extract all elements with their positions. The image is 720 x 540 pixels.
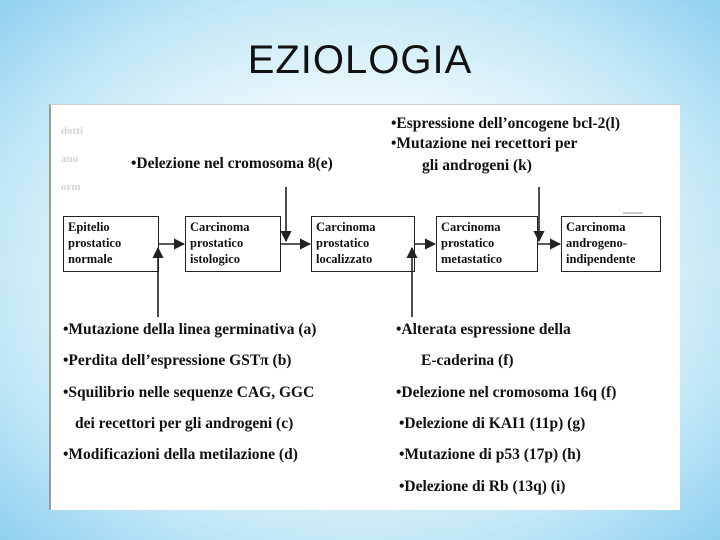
box-line: Carcinoma bbox=[441, 220, 501, 234]
annotation-top-right-3: gli androgeni (k) bbox=[422, 157, 532, 174]
annotation-bottom-left-3: •Squilibrio nelle sequenze CAG, GGC bbox=[63, 384, 315, 401]
box-line: prostatico bbox=[68, 236, 122, 250]
box-line: Carcinoma bbox=[566, 220, 626, 234]
box-line: prostatico bbox=[316, 236, 370, 250]
annotation-bottom-left-4: dei recettori per gli androgeni (c) bbox=[75, 415, 294, 432]
annotation-bottom-left-1: •Mutazione della linea germinativa (a) bbox=[63, 321, 317, 338]
box-line: Epitelio bbox=[68, 220, 110, 234]
box-line: metastatico bbox=[441, 252, 503, 266]
annotation-top-right-1: •Espressione dell’oncogene bcl-2(l) bbox=[391, 115, 621, 132]
annotation-bottom-right-6: •Delezione di Rb (13q) (i) bbox=[399, 478, 566, 495]
annotation-bottom-right-5: •Mutazione di p53 (17p) (h) bbox=[399, 446, 581, 463]
box-line: prostatico bbox=[441, 236, 495, 250]
box-line: indipendente bbox=[566, 252, 636, 266]
box-line: Carcinoma bbox=[316, 220, 376, 234]
annotation-bottom-left-2: •Perdita dell’espressione GSTπ (b) bbox=[63, 352, 292, 369]
box-line: localizzato bbox=[316, 252, 373, 266]
annotation-bottom-right-3: •Delezione nel cromosoma 16q (f) bbox=[396, 384, 617, 401]
faint-bleed-text-1: dotti bbox=[61, 125, 83, 137]
annotation-bottom-right-2: E-caderina (f) bbox=[421, 352, 514, 369]
box-line: istologico bbox=[190, 252, 240, 266]
annotation-top-right-2: •Mutazione nei recettori per bbox=[391, 135, 578, 152]
box-line: prostatico bbox=[190, 236, 244, 250]
slide-title: EZIOLOGIA bbox=[247, 38, 473, 82]
scanned-figure bbox=[49, 104, 680, 510]
annotation-bottom-right-4: •Delezione di KAI1 (11p) (g) bbox=[399, 415, 586, 432]
box-line: normale bbox=[68, 252, 113, 266]
box-line: Carcinoma bbox=[190, 220, 250, 234]
annotation-bottom-right-1: •Alterata espressione della bbox=[396, 321, 571, 338]
annotation-top-left-1: •Delezione nel cromosoma 8(e) bbox=[131, 155, 333, 172]
faint-bleed-text-3: orm bbox=[61, 181, 81, 193]
annotation-bottom-left-5: •Modificazioni della metilazione (d) bbox=[63, 446, 298, 463]
box-line: androgeno- bbox=[566, 236, 627, 250]
faint-bleed-text-2: ano bbox=[61, 153, 79, 165]
